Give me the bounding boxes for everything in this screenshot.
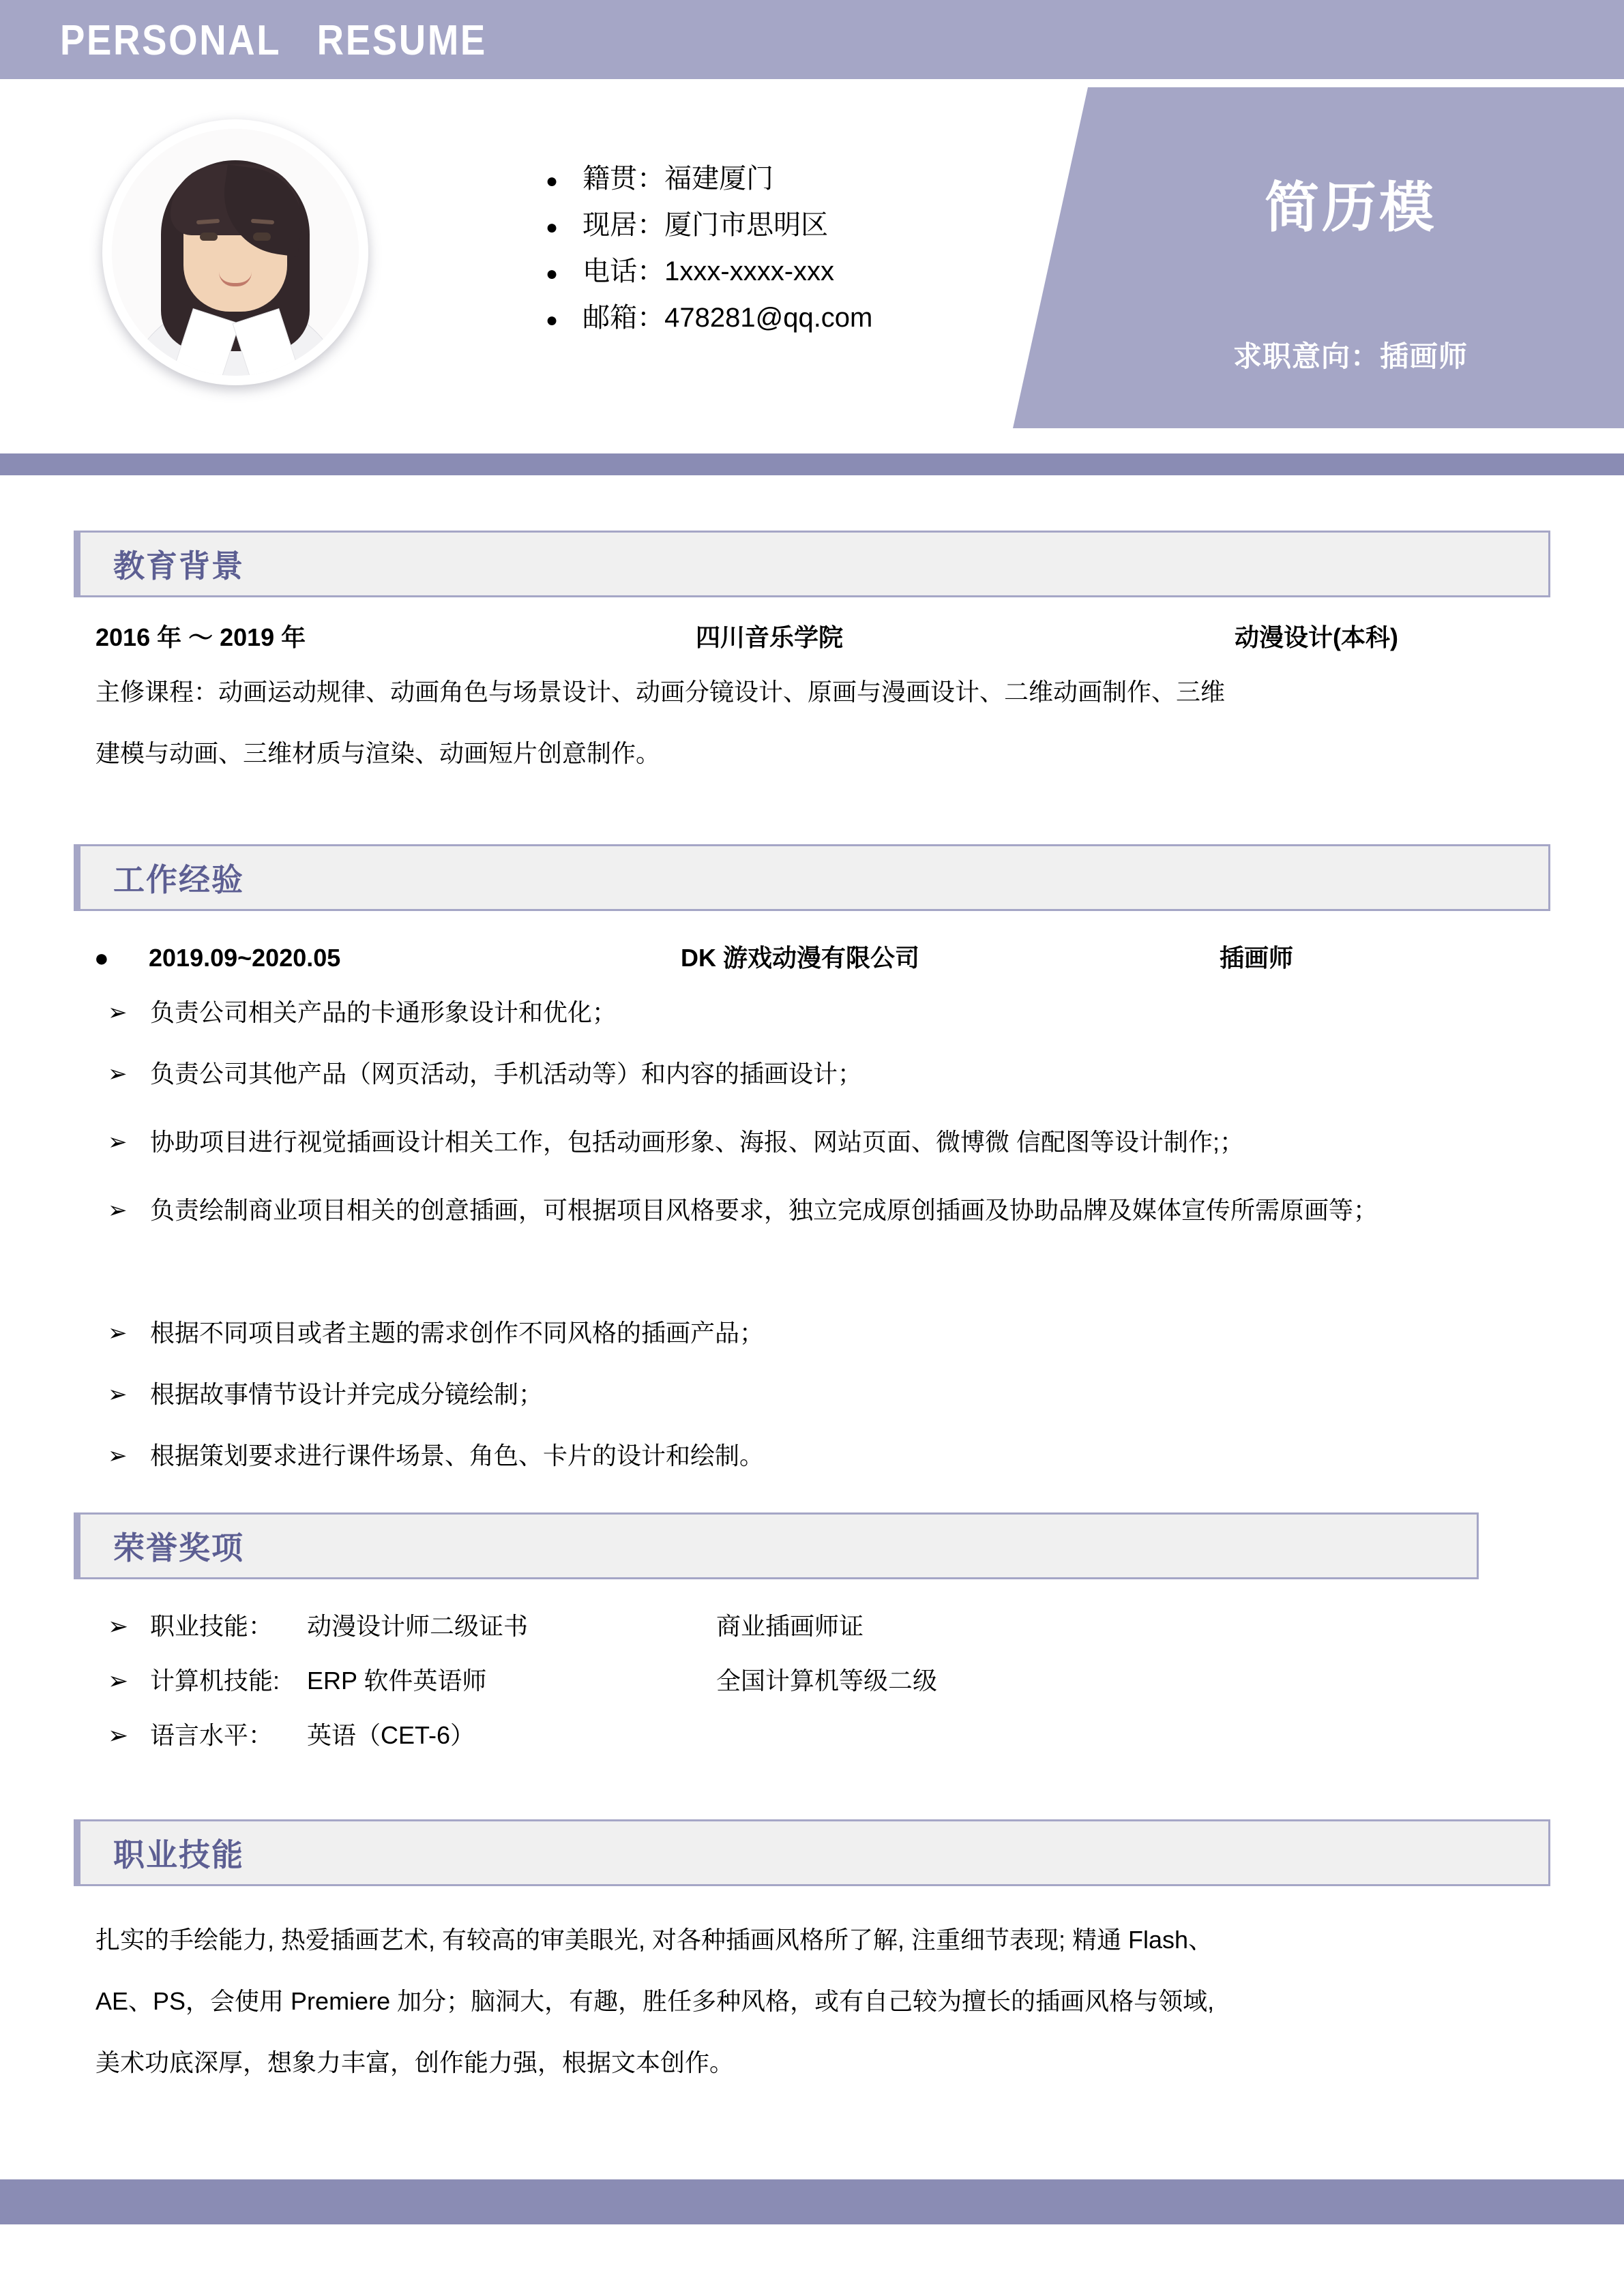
duty-text: 负责公司其他产品（网页活动，手机活动等）和内容的插画设计； <box>150 1060 863 1088</box>
section-header-experience <box>74 844 1550 911</box>
contact-phone-text: 电话：1xxx-xxxx-xxx <box>582 256 835 286</box>
skills-line-2: AE、PS，会使用 Premiere 加分；脑洞大，有趣，胜任多种风格，或有自己较为擅长的插画风格与领域, <box>95 1987 1215 2015</box>
section-header-honors <box>74 1512 1479 1579</box>
contact-item-phone <box>546 250 1009 296</box>
duty-text: 负责公司相关产品的卡通形象设计和优化； <box>150 998 617 1026</box>
top-header-band <box>0 0 1624 79</box>
bullet-dot-icon: ● <box>546 309 559 331</box>
honor-row <box>108 1710 716 1761</box>
duty-item <box>108 1185 1547 1236</box>
duty-item <box>108 1431 1547 1481</box>
honor-value-primary: ERP 软件英语师 <box>307 1667 487 1695</box>
education-period: 2016 年 ～ 2019 年 <box>95 623 306 651</box>
honor-label: 语言水平： <box>150 1721 274 1749</box>
honor-row <box>108 1656 937 1706</box>
experience-role: 插画师 <box>1220 944 1294 972</box>
duty-item <box>108 1369 1547 1420</box>
honor-label: 计算机技能: <box>150 1667 280 1695</box>
education-major: 动漫设计(本科) <box>1235 623 1398 651</box>
divider-band <box>0 453 1624 475</box>
contact-item-email <box>546 296 1009 342</box>
job-objective: 求职意向：插画师 <box>1232 340 1468 372</box>
bullet-dot-icon: ● <box>94 944 109 972</box>
honor-value-primary: 动漫设计师二级证书 <box>307 1612 529 1640</box>
section-title-honors: 荣誉奖项 <box>113 1530 244 1566</box>
section-title-skills: 职业技能 <box>113 1837 244 1873</box>
education-school: 四川音乐学院 <box>696 623 844 651</box>
contact-residence-text: 现居：厦门市思明区 <box>582 210 829 240</box>
footer-band <box>0 2179 1624 2224</box>
duty-text: 协助项目进行视觉插画设计相关工作，包括动画形象、海报、网站页面、微博微 信配图等设计制作;； <box>150 1128 1245 1156</box>
skills-line-1: 扎实的手绘能力, 热爱插画艺术, 有较高的审美眼光, 对各种插画风格所了解, 注重细节表现; 精通 Flash、 <box>95 1926 1213 1954</box>
contact-item-residence <box>546 203 1009 250</box>
section-header-education <box>74 531 1550 597</box>
duty-item <box>108 1049 1547 1099</box>
education-courses-line-1: 主修课程：动画运动规律、动画角色与场景设计、动画分镜设计、原画与漫画设计、二维动画制作、三维 <box>95 678 1226 706</box>
chevron-bullet-icon: ➢ <box>108 1129 128 1155</box>
bullet-dot-icon: ● <box>546 216 559 239</box>
avatar-photo <box>112 129 359 376</box>
contact-hometown-text: 籍贯：福建厦门 <box>582 164 774 194</box>
duty-text: 根据不同项目或者主题的需求创作不同风格的插画产品； <box>150 1319 765 1347</box>
duty-item <box>108 1117 1561 1167</box>
contact-list <box>546 157 1009 342</box>
honor-row <box>108 1601 863 1652</box>
chevron-bullet-icon: ➢ <box>108 1612 129 1640</box>
chevron-bullet-icon: ➢ <box>108 1667 129 1695</box>
section-title-education: 教育背景 <box>113 548 244 584</box>
experience-period: 2019.09~2020.05 <box>149 944 341 972</box>
chevron-bullet-icon: ➢ <box>108 1061 128 1087</box>
chevron-bullet-icon: ➢ <box>108 1721 129 1749</box>
duty-text: 负责绘制商业项目相关的创意插画，可根据项目风格要求，独立完成原创插画及协助品牌及媒体宣传所需原画等； <box>150 1196 1378 1224</box>
honor-label: 职业技能： <box>150 1612 274 1640</box>
page-title: PERSONAL RESUME <box>60 17 487 64</box>
section-title-experience: 工作经验 <box>113 862 244 897</box>
bullet-dot-icon: ● <box>546 170 559 192</box>
duty-text: 根据策划要求进行课件场景、角色、卡片的设计和绘制。 <box>150 1442 765 1470</box>
avatar <box>102 119 368 385</box>
candidate-name: 简历模 <box>1265 177 1436 238</box>
section-header-skills <box>74 1819 1550 1886</box>
honor-value-secondary: 商业插画师证 <box>716 1612 864 1640</box>
honor-value-secondary: 全国计算机等级二级 <box>716 1667 938 1695</box>
duty-item <box>108 1308 1547 1358</box>
contact-item-hometown <box>546 157 1009 203</box>
contact-email-text: 邮箱：478281@qq.com <box>582 303 873 333</box>
chevron-bullet-icon: ➢ <box>108 1443 128 1469</box>
skills-line-3: 美术功底深厚，想象力丰富，创作能力强，根据文本创作。 <box>95 2048 735 2076</box>
bullet-dot-icon: ● <box>546 263 559 285</box>
chevron-bullet-icon: ➢ <box>108 1320 128 1346</box>
education-courses-line-2: 建模与动画、三维材质与渲染、动画短片创意制作。 <box>95 739 661 767</box>
name-banner <box>1013 87 1624 428</box>
honor-value-primary: 英语（CET-6） <box>307 1721 475 1749</box>
chevron-bullet-icon: ➢ <box>108 1382 128 1407</box>
chevron-bullet-icon: ➢ <box>108 1197 128 1223</box>
duty-item <box>108 987 1547 1038</box>
duty-text: 根据故事情节设计并完成分镜绘制； <box>150 1380 544 1408</box>
experience-company: DK 游戏动漫有限公司 <box>681 944 919 972</box>
chevron-bullet-icon: ➢ <box>108 1000 128 1026</box>
